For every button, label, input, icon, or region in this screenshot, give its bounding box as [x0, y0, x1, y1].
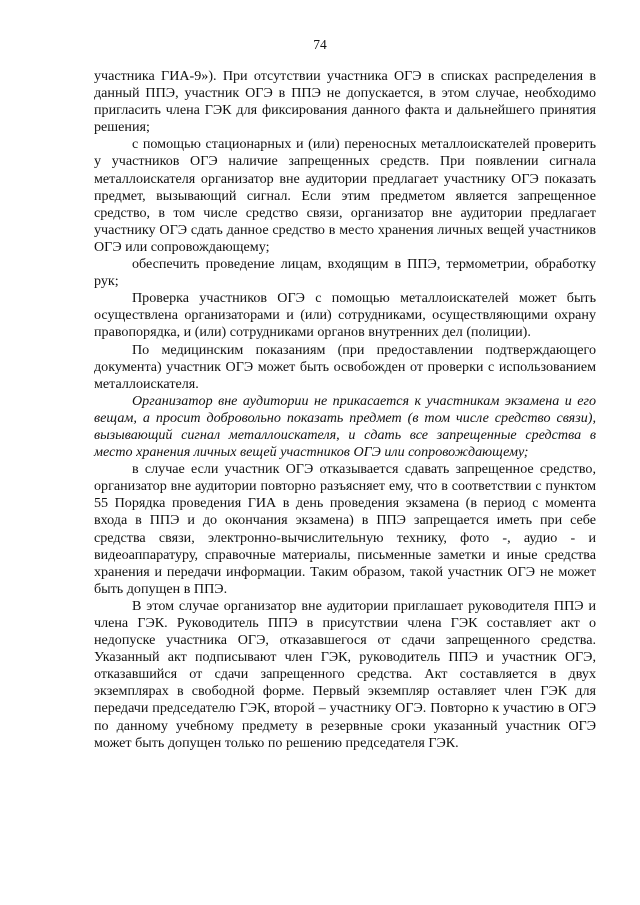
paragraph-6-italic-note: Организатор вне аудитории не прикасается к участникам экзамена и его вещам, а просит добровольно показать предмет (в том числе средство связи), вызывающий сигнал металлоискателя, и сдать все запрещенные средства в место хранения личных вещей участников ОГЭ или сопровождающему;	[94, 392, 596, 461]
paragraph-1: участника ГИА-9»). При отсутствии участника ОГЭ в списках распределения в данный ППЭ, участник ОГЭ в ППЭ не допускается, в этом случае, необходимо пригласить члена ГЭК для фиксирования данного факта и дальнейшего принятия решения;	[94, 68, 596, 136]
page-body	[94, 68, 596, 752]
paragraph-5: По медицинским показаниям (при предоставлении подтверждающего документа) участник ОГЭ может быть освобожден от проверки с использованием металлоискателя.	[94, 341, 596, 392]
paragraph-2: с помощью стационарных и (или) переносных металлоискателей проверить у участников ОГЭ наличие запрещенных средств. При появлении сигнала металлоискателя организатор вне аудитории предлагает участнику ОГЭ показать предмет, вызывающий сигнал. Если этим предметом является запрещенное средство, в том числе средство связи, организатор вне аудитории предлагает участнику ОГЭ сдать данное средство в место хранения личных вещей участников ОГЭ или сопровождающему;	[94, 136, 596, 255]
page-number: 74	[313, 37, 327, 52]
paragraph-8: В этом случае организатор вне аудитории приглашает руководителя ППЭ и члена ГЭК. Руководитель ППЭ в присутствии члена ГЭК составляет акт о недопуске участника ОГЭ, отказавшегося от сдачи запрещенного средства. Указанный акт подписывают член ГЭК, руководитель ППЭ и участник ОГЭ, отказавшийся от сдачи запрещенного средства. Акт составляется в двух экземплярах в свободной форме. Первый экземпляр оставляет член ГЭК для передачи председателю ГЭК, второй – участнику ОГЭ. Повторно к участию в ОГЭ по данному учебному предмету в резервные сроки указанный участник ОГЭ может быть допущен только по решению председателя ГЭК.	[94, 597, 596, 751]
paragraph-4: Проверка участников ОГЭ с помощью металлоискателей может быть осуществлена организаторами и (или) сотрудниками, осуществляющими охрану правопорядка, и (или) сотрудниками органов внутренних дел (полиции).	[94, 290, 596, 341]
paragraph-7: в случае если участник ОГЭ отказывается сдавать запрещенное средство, организатор вне аудитории повторно разъясняет ему, что в соответствии с пунктом 55 Порядка проведения ГИА в день проведения экзамена (в период с момента входа в ППЭ и до окончания экзамена) в ППЭ запрещается иметь при себе средства связи, электронно-вычислительную технику, фото -, аудио - и видеоаппаратуру, справочные материалы, письменные заметки и иные средства хранения и передачи информации. Таким образом, такой участник ОГЭ не может быть допущен в ППЭ.	[94, 461, 596, 597]
paragraph-3: обеспечить проведение лицам, входящим в ППЭ, термометрии, обработку рук;	[94, 256, 596, 290]
